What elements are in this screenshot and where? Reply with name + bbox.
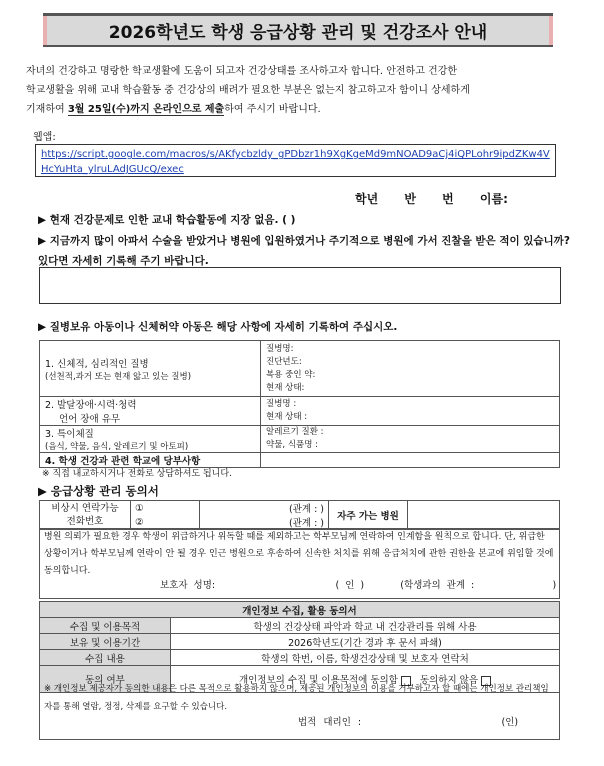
- contact-2-number[interactable]: ②: [131, 515, 200, 530]
- intro-line-3-post: 하여 주시기 바랍니다.: [224, 104, 321, 115]
- web-app-label: 웹앱:: [33, 132, 56, 143]
- contact-2-relation: (관계 : ): [200, 515, 329, 530]
- contact-label-1: 비상시 연락가능: [51, 503, 119, 514]
- field-drug-food: 약물, 식품명 :: [266, 440, 319, 450]
- agree-no-label: 동의하지 않음: [419, 675, 479, 686]
- hospital-label: 자주 가는 병원: [329, 501, 408, 530]
- privacy-content-value: 학생의 학번, 이름, 학생건강상태 및 보호자 연락처: [171, 650, 560, 666]
- emergency-section-title: ▶ 응급상황 관리 동의서: [38, 484, 159, 498]
- hospital-field[interactable]: [408, 501, 560, 530]
- privacy-content-label: 수집 내용: [40, 650, 171, 666]
- disease-row-1-label: [40, 341, 261, 397]
- field-disease-name: 질병명:: [266, 343, 294, 354]
- emergency-contact-table: [39, 500, 560, 530]
- physical-disease-sub: (선천적,과거 또는 현재 앓고 있는 질병): [45, 371, 192, 382]
- disease-row-3-label: [40, 426, 261, 453]
- contact-1-number[interactable]: ①: [131, 501, 200, 516]
- student-info-line: 학년 반 번 이름:: [355, 192, 508, 206]
- privacy-period-label: 보유 및 이용기간: [40, 634, 171, 650]
- field-medication: 복용 중인 약:: [266, 369, 316, 380]
- privacy-purpose-label: 수집 및 이용목적: [40, 618, 171, 634]
- question-surgery-history: ▶ 지금까지 많이 아파서 수술을 받았거나 병원에 입원하였거나 주기적으로 병원에 가서 진찰을 받은 적이 있습니까? 있다면 자세히 기록해 주기 바랍니다.: [38, 235, 570, 267]
- disease-table: [39, 340, 560, 468]
- agree-yes-label: 개인정보의 수집 및 이용목적에 동의함: [238, 675, 398, 686]
- field-current-status: 현재 상태:: [266, 382, 305, 393]
- intro-line-3-pre: 기재하여: [26, 104, 68, 115]
- privacy-agree-label: 동의 여부: [40, 666, 171, 693]
- physical-disease-label: 1. 신체적, 심리적인 질병: [45, 358, 149, 370]
- disease-row-4-label: 4. 학생 건강과 관련 학교에 당부사항: [40, 453, 261, 468]
- field-dev-disease: 질병명 :: [266, 399, 297, 409]
- question-no-issue: ▶ 현재 건강문제로 인한 교내 학습활동에 지장 없음. ( ): [38, 214, 296, 226]
- constitution-sub: (음식, 약물, 음식, 알레르기 및 아토피): [45, 442, 189, 452]
- guardian-signature-line[interactable]: 보호자 성명: ( 인 ) (학생과의 관계 : ): [160, 580, 557, 591]
- disease-row-1-fields[interactable]: [261, 341, 560, 397]
- contact-label-cell: [40, 501, 131, 530]
- disease-row-2-fields[interactable]: [261, 397, 560, 426]
- disease-row-3-fields[interactable]: [261, 426, 560, 453]
- contact-1-relation: (관계 : ): [200, 501, 329, 516]
- disease-row-2-label: [40, 397, 261, 426]
- intro-line-3: [26, 100, 574, 119]
- constitution-label: 3. 특이체질: [45, 429, 94, 440]
- intro-line-2: 학교생활을 위해 교내 학습활동 중 건강상의 배려가 필요한 부분은 없는지 참고하고자 함이니 상세하게: [26, 85, 470, 96]
- privacy-purpose-value: 학생의 건강상태 파악과 학교 내 건강관리를 위해 사용: [171, 618, 560, 634]
- consult-note: ※ 직접 내교하시거나 전화로 상담하셔도 됩니다.: [42, 469, 232, 479]
- question-disease-detail: ▶ 질병보유 아동이나 신체허약 아동은 해당 사항에 자세히 기록하여 주십시오.: [38, 321, 398, 333]
- emergency-consent-text: 병원 의뢰가 필요한 경우 학생이 위급하거나 위독할 때를 제외하고는 학부모님께 연락하여 인계함을 원칙으로 합니다. 단, 위급한 상황이거나 학부모님께 연락이 안 될 경우 인근 병원으로 후송하여 신속한 처치를 위해 응급처치에 관한 권한을 본교에 위임할 것에 동의합니다.: [39, 528, 560, 599]
- field-dev-status: 현재 상태 :: [266, 412, 308, 422]
- developmental-label: 2. 발달장애·시력·청력: [45, 400, 137, 411]
- legal-guardian-line[interactable]: 법적 대리인 : (인): [298, 717, 519, 728]
- intro-deadline: 3월 25일(수)까지 온라인으로 제출: [67, 104, 225, 115]
- page-title: 2026학년도 학생 응급상황 관리 및 건강조사 안내: [108, 23, 488, 43]
- intro-paragraph: [26, 62, 574, 119]
- survey-url-link[interactable]: https://script.google.com/macros/s/AKfycbzldy_gPDbzr1h9XgKgeMd9mNOAD9aCj4iQPLohr9ipdZKw4VHcYuHta_ylruLAdJGUcQ/exec: [35, 144, 556, 177]
- contact-label-2: 전화번호: [66, 516, 104, 527]
- field-allergy: 알레르기 질환 :: [266, 427, 324, 437]
- privacy-note: ※ 개인정보 제공자가 동의한 내용은 다른 목적으로 활용하지 않으며, 제공된 개인정보의 이용을 거부하고자 할 때에는 개인정보 관리책임자를 통해 열람, 정정, 삭제를 요구할 수 있습니다.: [39, 677, 560, 740]
- disease-row-4-field[interactable]: [261, 453, 560, 468]
- developmental-sub: 언어 장애 유무: [59, 414, 121, 425]
- intro-line-1: 자녀의 건강하고 명랑한 학교생활에 도움이 되고자 건강상태를 조사하고자 합니다. 안전하고 건강한: [26, 66, 458, 77]
- field-diagnosis-year: 진단년도:: [266, 356, 302, 367]
- privacy-table-header: 개인정보 수집, 활용 동의서: [40, 602, 560, 618]
- title-border-top: [43, 13, 553, 16]
- privacy-period-value: 2026학년도(기간 경과 후 문서 파쇄): [171, 634, 560, 650]
- title-border-bottom: [43, 45, 553, 47]
- surgery-answer-box[interactable]: [39, 267, 561, 304]
